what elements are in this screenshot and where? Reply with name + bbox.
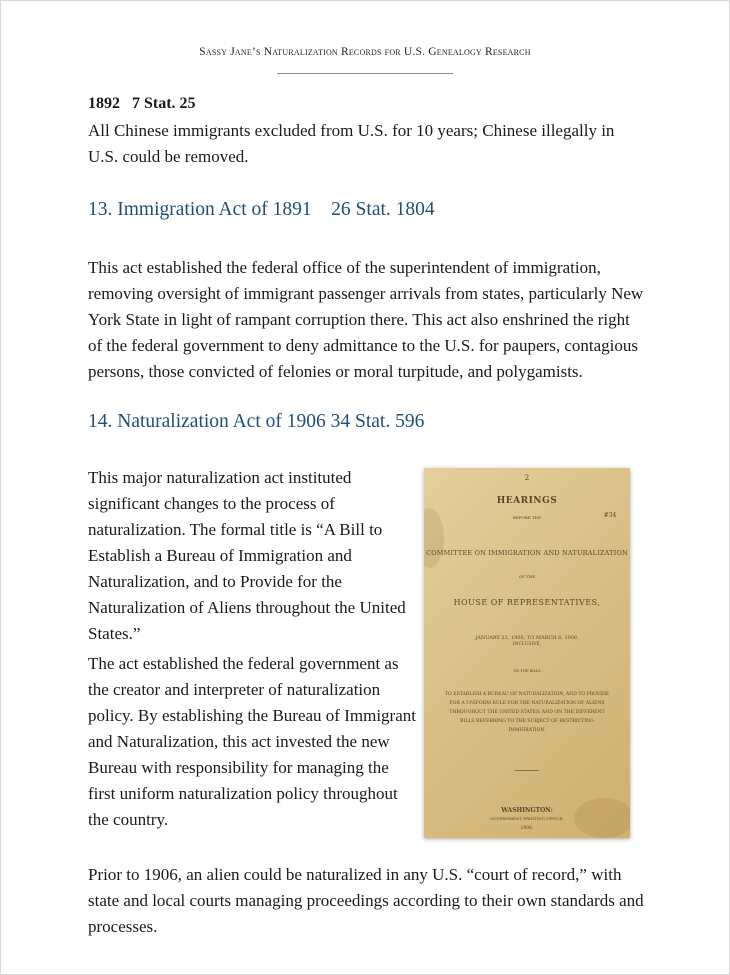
doc-gpo: GOVERNMENT PRINTING OFFICE. — [490, 816, 564, 821]
hearings-document-image — [424, 468, 630, 838]
running-header: Sassy Jane’s Naturalization Records for U.S. Genealogy Research — [199, 46, 531, 58]
doc-on-the-bills: ON THE BILLS — [513, 669, 541, 673]
doc-year: 1906. — [520, 826, 534, 831]
doc-handwritten-annotation: #34 — [603, 512, 617, 519]
section-14-paragraph-1: This major naturalization act instituted significant changes to the process of naturalization. The formal title is “A Bill to Establish a Bureau of Immigration and Naturalization, and to Provide for the Naturalization of Aliens throughout the United States.” — [88, 468, 406, 643]
doc-hearings-title: HEARINGS — [496, 496, 558, 506]
section-13-text: This act established the federal office of the superintendent of immigration, removing oversight of immigrant passenger arrivals from states, particularly New York State in light of rampant corruption there. This act also enshrined the right of the federal government to deny admittance to the U.S. for paupers, contagious persons, those convicted of felonies or moral turpitude, and polygamists. — [88, 258, 644, 381]
law-1892-text: All Chinese immigrants excluded from U.S. for 10 years; Chinese illegally in U.S. could be removed. — [88, 121, 615, 166]
doc-inclusive: INCLUSIVE, — [512, 642, 542, 647]
doc-house: HOUSE OF REPRESENTATIVES, — [453, 598, 601, 607]
law-1892-heading: 1892 7 Stat. 25 — [88, 95, 196, 112]
doc-rule — [515, 770, 539, 771]
header-divider — [277, 73, 453, 74]
doc-body: TO ESTABLISH A BUREAU OF NATURALIZATION, AND TO PROVIDE FOR A UNIFORM RULE FOR THE NATURALIZATION OF ALIENS THROUGHOUT THE UNITED STATES, AND ON THE DIFFERENT BILLS REFERRING TO THE SUBJECT OF RESTRICTING IMMIGRATION. — [444, 692, 610, 733]
doc-before-the: BEFORE THE — [512, 515, 542, 520]
doc-committee: COMMITTEE ON IMMIGRATION AND NATURALIZATION — [426, 549, 628, 557]
doc-page-number: 2 — [524, 474, 530, 482]
section-14-paragraph-3: Prior to 1906, an alien could be naturalized in any U.S. “court of record,” with state and local courts managing proceedings according to their own standards and processes. — [88, 865, 644, 936]
section-14-heading: 14. Naturalization Act of 1906 34 Stat. 596 — [88, 411, 425, 432]
section-14-paragraph-2: The act established the federal government as the creator and interpreter of naturalization policy. By establishing the Bureau of Immigrant and Naturalization, this act invested the new Bureau with responsibility for managing the first uniform naturalization policy throughout the country. — [88, 654, 416, 829]
section-13-heading: 13. Immigration Act of 1891 26 Stat. 1804 — [88, 199, 435, 220]
doc-dates: JANUARY 23, 1906, TO MARCH 6, 1906, — [475, 635, 579, 641]
doc-washington: WASHINGTON: — [501, 807, 553, 814]
doc-of-the: OF THE — [518, 574, 536, 579]
